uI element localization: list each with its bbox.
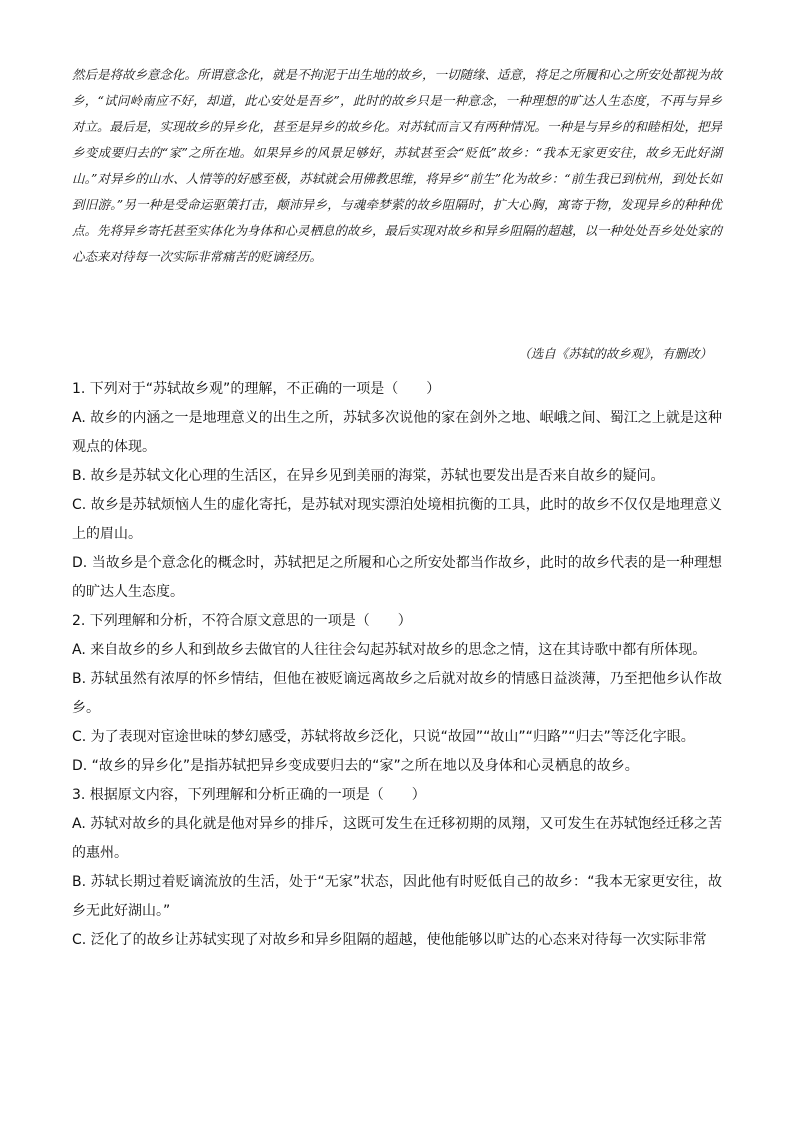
question-stem: 1. 下列对于“苏轼故乡观”的理解，不正确的一项是（ ） bbox=[72, 381, 441, 397]
option-a: A. 来自故乡的乡人和到故乡去做官的人往往会勾起苏轼对故乡的思念之情，这在其诗歌中都有所体现。 bbox=[72, 642, 707, 658]
option-b: B. 苏轼长期过着贬谪流放的生活，处于“无家”状态，因此他有时贬低自己的故乡：“我本无家更安往，故乡无此好湖山。” bbox=[72, 874, 722, 919]
passage-source-citation: （选自《苏轼的故乡观》，有删改） bbox=[518, 346, 712, 361]
option-b: B. 故乡是苏轼文化心理的生活区，在异乡见到美丽的海棠，苏轼也要发出是否来自故乡的疑问。 bbox=[72, 468, 665, 484]
option-a: A. 故乡的内涵之一是地理意义的出生之所，苏轼多次说他的家在剑外之地、岷峨之间、蜀江之上就是这种观点的体现。 bbox=[72, 410, 722, 455]
question-2 bbox=[72, 607, 722, 781]
question-3 bbox=[72, 781, 722, 955]
questions-section bbox=[72, 375, 722, 955]
question-stem: 2. 下列理解和分析，不符合原文意思的一项是（ ） bbox=[72, 613, 412, 629]
question-1 bbox=[72, 375, 722, 607]
option-a: A. 苏轼对故乡的具化就是他对异乡的排斥，这既可发生在迁移初期的凤翔，又可发生在苏轼饱经迁移之苦的惠州。 bbox=[72, 816, 722, 861]
question-stem: 3. 根据原文内容，下列理解和分析正确的一项是（ ） bbox=[72, 787, 426, 803]
option-d: D. 当故乡是个意念化的概念时，苏轼把足之所履和心之所安处都当作故乡，此时的故乡代表的是一种理想的旷达人生态度。 bbox=[72, 555, 722, 600]
passage-text-block bbox=[72, 62, 722, 270]
option-c: C. 故乡是苏轼烦恼人生的虚化寄托，是苏轼对现实漂泊处境相抗衡的工具，此时的故乡不仅仅是地理意义上的眉山。 bbox=[72, 497, 722, 542]
passage-paragraph: 然后是将故乡意念化。所谓意念化，就是不拘泥于出生地的故乡，一切随缘、适意，将足之所履和心之所安处都视为故乡，“试问岭南应不好，却道，此心安处是吾乡”，此时的故乡只是一种意念，一种理想的旷达人生态度，不再与异乡对立。最后是，实现故乡的异乡化，甚至是异乡的故乡化。对苏轼而言又有两种情况。一种是与异乡的和睦相处，把异乡变成要归去的“家”之所在地。如果异乡的风景足够好，苏轼甚至会“贬低”故乡：“我本无家更安往，故乡无此好湖山。”对异乡的山水、人情等的好感至极，苏轼就会用佛教思维，将异乡“前生”化为故乡：“前生我已到杭州，到处长如到旧游。”另一种是受命运驱策打击，颠沛异乡，与魂牵梦萦的故乡阻隔时，扩大心胸，寓寄于物，发现异乡的种种优点。先将异乡寄托甚至实体化为身体和心灵栖息的故乡，最后实现对故乡和异乡阻隔的超越，以一种处处吾乡处处家的心态来对待每一次实际非常痛苦的贬谪经历。 bbox=[72, 67, 723, 264]
option-d: D. “故乡的异乡化”是指苏轼把异乡变成要归去的“家”之所在地以及身体和心灵栖息的故乡。 bbox=[72, 758, 639, 774]
option-c: C. 为了表现对宦途世味的梦幻感受，苏轼将故乡泛化，只说“故园”“故山”“归路”“归去”等泛化字眼。 bbox=[72, 729, 695, 745]
option-b: B. 苏轼虽然有浓厚的怀乡情结，但他在被贬谪远离故乡之后就对故乡的情感日益淡薄，乃至把他乡认作故乡。 bbox=[72, 671, 722, 716]
option-c: C. 泛化了的故乡让苏轼实现了对故乡和异乡阻隔的超越，使他能够以旷达的心态来对待每一次实际非常 bbox=[72, 932, 707, 948]
